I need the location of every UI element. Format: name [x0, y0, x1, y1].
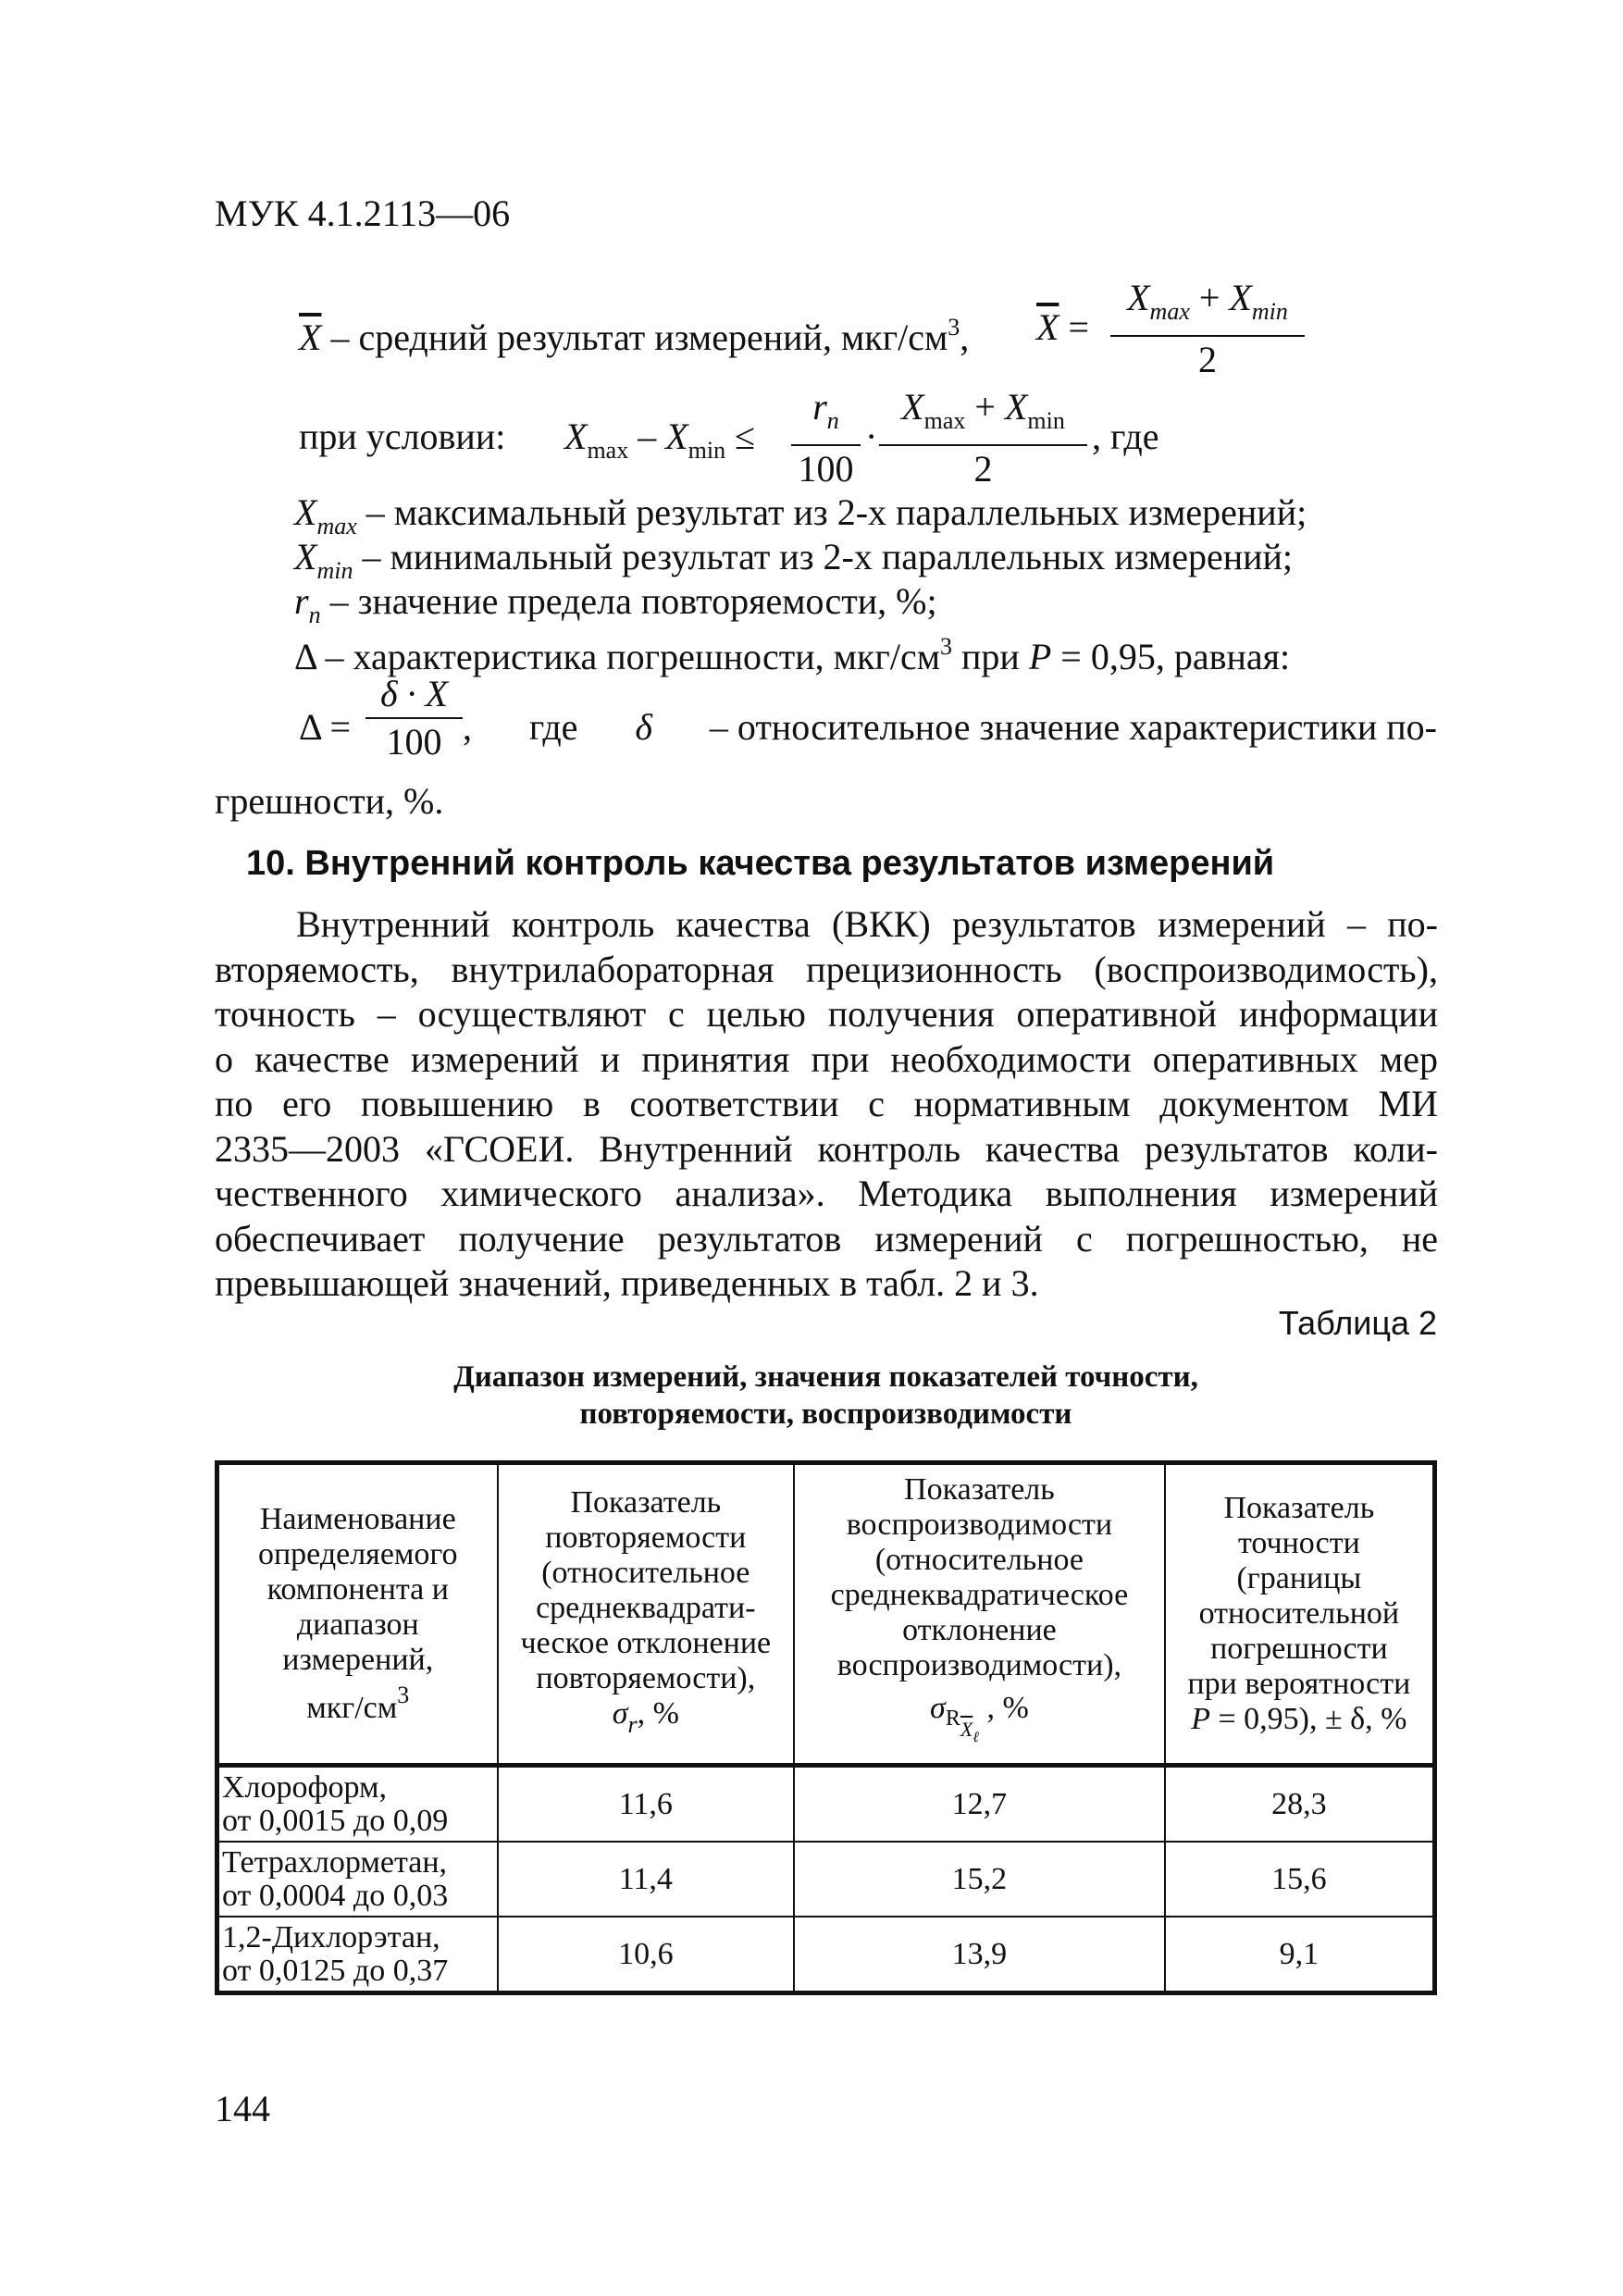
table-row — [217, 1917, 1435, 1993]
indicators-table — [215, 1460, 1437, 1995]
row-component: Тетрахлорметан, от 0,0004 до 0,03 — [217, 1842, 498, 1917]
paragraph-line: о качестве измерений и принятия при необходимости оперативных мер — [215, 1037, 1438, 1080]
page-number: 144 — [215, 2088, 270, 2129]
section-paragraph — [215, 902, 1438, 1307]
paragraph-line: Внутренний контроль качества (ВКК) результатов измерений – по- — [296, 903, 1438, 945]
delta-explanation: , где δ – относительное значение характеристики по- — [463, 706, 1437, 748]
def-rn: $r_n$ – значение предела повторяемости, %; — [294, 580, 937, 628]
section-title: 10. Внутренний контроль качества результатов измерений — [246, 844, 1275, 883]
paragraph-line: точность – осуществляют с целью получения оперативной информации — [215, 993, 1438, 1035]
row-reproducibility: 12,7 — [794, 1766, 1165, 1843]
row-repeatability: 10,6 — [498, 1917, 795, 1993]
table-caption: Диапазон измерений, значения показателей точности, повторяемости, воспроизводимости — [453, 1360, 1198, 1431]
mean-fraction: $X_{max} + X_{min}$ 2 — [879, 387, 1087, 490]
row-repeatability: 11,6 — [498, 1766, 795, 1843]
header-component: Наименование определяемого компонента и диапазон измерений, мкг/$см^3$ — [217, 1463, 498, 1766]
def-xmax: $X_{max}$ – максимальный результат из 2-х параллельных измерений; — [294, 491, 1307, 540]
def-xmin: $X_{min}$ – минимальный результат из 2-х параллельных измерений; — [294, 536, 1294, 584]
row-component: Хлороформ, от 0,0015 до 0,09 — [217, 1766, 498, 1843]
row-component: 1,2-Дихлорэтан, от 0,0125 до 0,37 — [217, 1917, 498, 1993]
def-delta: Δ – характеристика погрешности, мкг/$см^3$ при P = 0,95, равная: — [294, 633, 1291, 677]
condition-lhs: $X_{max} - X_{min}$ ≤ — [564, 416, 756, 464]
delta-lhs: Δ = — [299, 706, 352, 748]
xbar-definition: $\overline{X}$ – средний результат измерений, мкг/$см^3$, — [299, 314, 970, 358]
table-row — [217, 1766, 1435, 1843]
delta-explanation-cont: грешности, %. — [215, 780, 444, 822]
condition-dot: · — [865, 416, 878, 457]
row-repeatability: 11,4 — [498, 1842, 795, 1917]
paragraph-line: превышающей значений, приведенных в табл. 2 и 3. — [215, 1262, 1039, 1304]
header-repeatability: Показатель повторяемости (относительное среднеквадрати- ческое отклонение повторяемости), $\sigma_r$, % — [498, 1463, 795, 1766]
xbar-equation-lhs: $\overline{X}$ = — [1036, 306, 1089, 348]
table-header-row — [217, 1463, 1435, 1766]
row-accuracy: 28,3 — [1165, 1766, 1435, 1843]
paragraph-line: по его повышению в соответствии с нормативным документом МИ — [215, 1083, 1438, 1124]
header-accuracy: Показатель точности (границы относительной погрешности при вероятности P = 0,95), ± δ, % — [1165, 1463, 1435, 1766]
delta-fraction: δ · X 100 — [365, 674, 463, 763]
table-label: Таблица 2 — [1278, 1304, 1437, 1342]
condition-tail: , где — [1092, 416, 1159, 457]
header-reproducibility: Показатель воспроизводимости (относительное среднеквадратическое отклонение воспроизводимости), $\sigma_{R\overline{X}\ell}$ , % — [794, 1463, 1165, 1766]
table-row — [217, 1842, 1435, 1917]
paragraph-line: обеспечивает получение результатов измерений с погрешностью, не — [215, 1217, 1438, 1260]
paragraph-line: вторяемость, внутрилабораторная прецизионность (воспроизводимость), — [215, 948, 1438, 990]
doc-code: МУК 4.1.2113—06 — [215, 192, 511, 234]
rn-fraction: $r_n$ 100 — [791, 387, 861, 490]
paragraph-line: 2335—2003 «ГСОЕИ. Внутренний контроль качества результатов коли- — [215, 1127, 1438, 1170]
row-reproducibility: 15,2 — [794, 1842, 1165, 1917]
row-accuracy: 9,1 — [1165, 1917, 1435, 1993]
row-accuracy: 15,6 — [1165, 1842, 1435, 1917]
xbar-fraction: $X_{max} + X_{min}$ 2 — [1110, 278, 1305, 380]
condition-label: при условии: — [299, 416, 506, 457]
paragraph-line: чественного химического анализа». Методика выполнения измерений — [215, 1173, 1438, 1214]
row-reproducibility: 13,9 — [794, 1917, 1165, 1993]
